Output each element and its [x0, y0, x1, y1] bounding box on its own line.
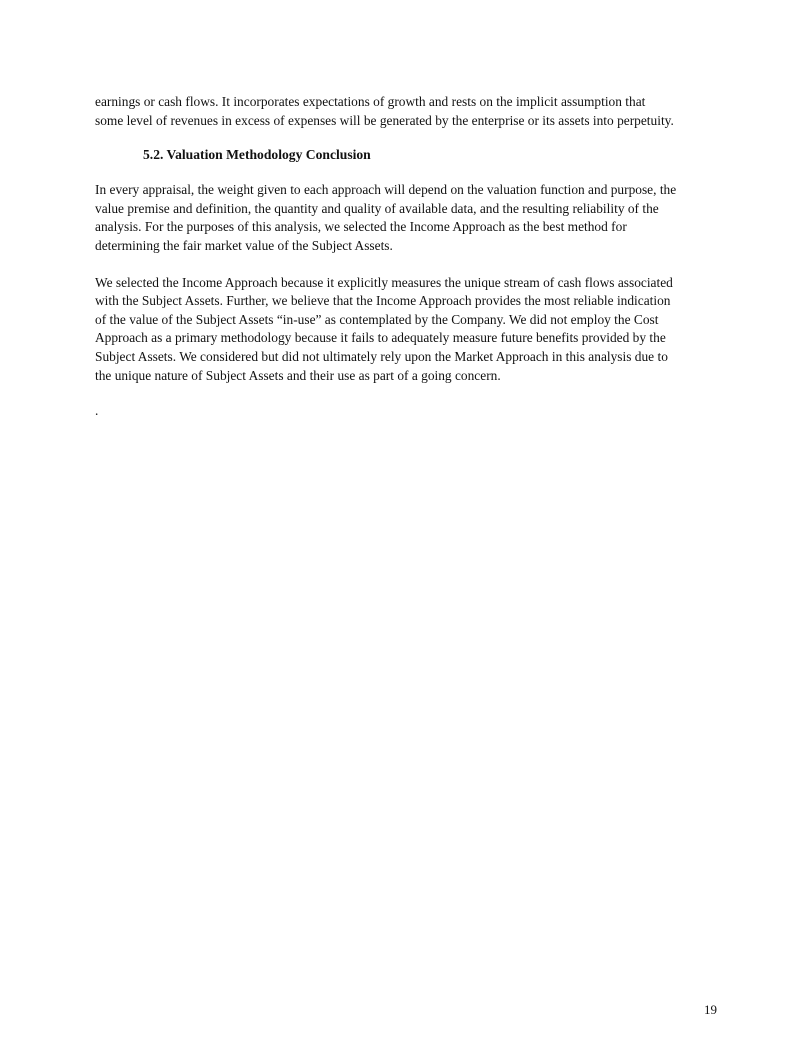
- paragraph-appraisal-weight: [95, 181, 725, 255]
- text-line: earnings or cash flows. It incorporates expectations of growth and rests on the implicit assumption that: [95, 94, 646, 109]
- text-line: with the Subject Assets. Further, we believe that the Income Approach provides the most reliable indication: [95, 293, 671, 309]
- page-number: 19: [704, 1002, 717, 1017]
- text-line: analysis. For the purposes of this analysis, we selected the Income Approach as the best method for: [95, 219, 627, 235]
- text-line: of the value of the Subject Assets “in-use” as contemplated by the Company. We did not employ the Cost: [95, 311, 659, 327]
- text-line: We selected the Income Approach because it explicitly measures the unique stream of cash flows associated: [95, 274, 673, 290]
- paragraph-continuation: [95, 93, 725, 130]
- text-line: In every appraisal, the weight given to each approach will depend on the valuation function and purpose, the: [95, 182, 677, 198]
- stray-period: .: [95, 403, 99, 419]
- text-line: Approach as a primary methodology because it fails to adequately measure future benefits provided by the: [95, 330, 666, 346]
- paragraph-income-approach: [95, 274, 725, 386]
- section-heading: 5.2. Valuation Methodology Conclusion: [143, 147, 371, 163]
- text-line: the unique nature of Subject Assets and their use as part of a going concern.: [95, 367, 501, 383]
- text-line: Subject Assets. We considered but did not ultimately rely upon the Market Approach in this analysis due to: [95, 348, 668, 364]
- text-line: value premise and definition, the quantity and quality of available data, and the resulting reliability of the: [95, 200, 659, 216]
- text-line: determining the fair market value of the Subject Assets.: [95, 237, 393, 253]
- page-content: [95, 93, 725, 420]
- text-line: some level of revenues in excess of expenses will be generated by the enterprise or its assets into perpetuity.: [95, 112, 674, 128]
